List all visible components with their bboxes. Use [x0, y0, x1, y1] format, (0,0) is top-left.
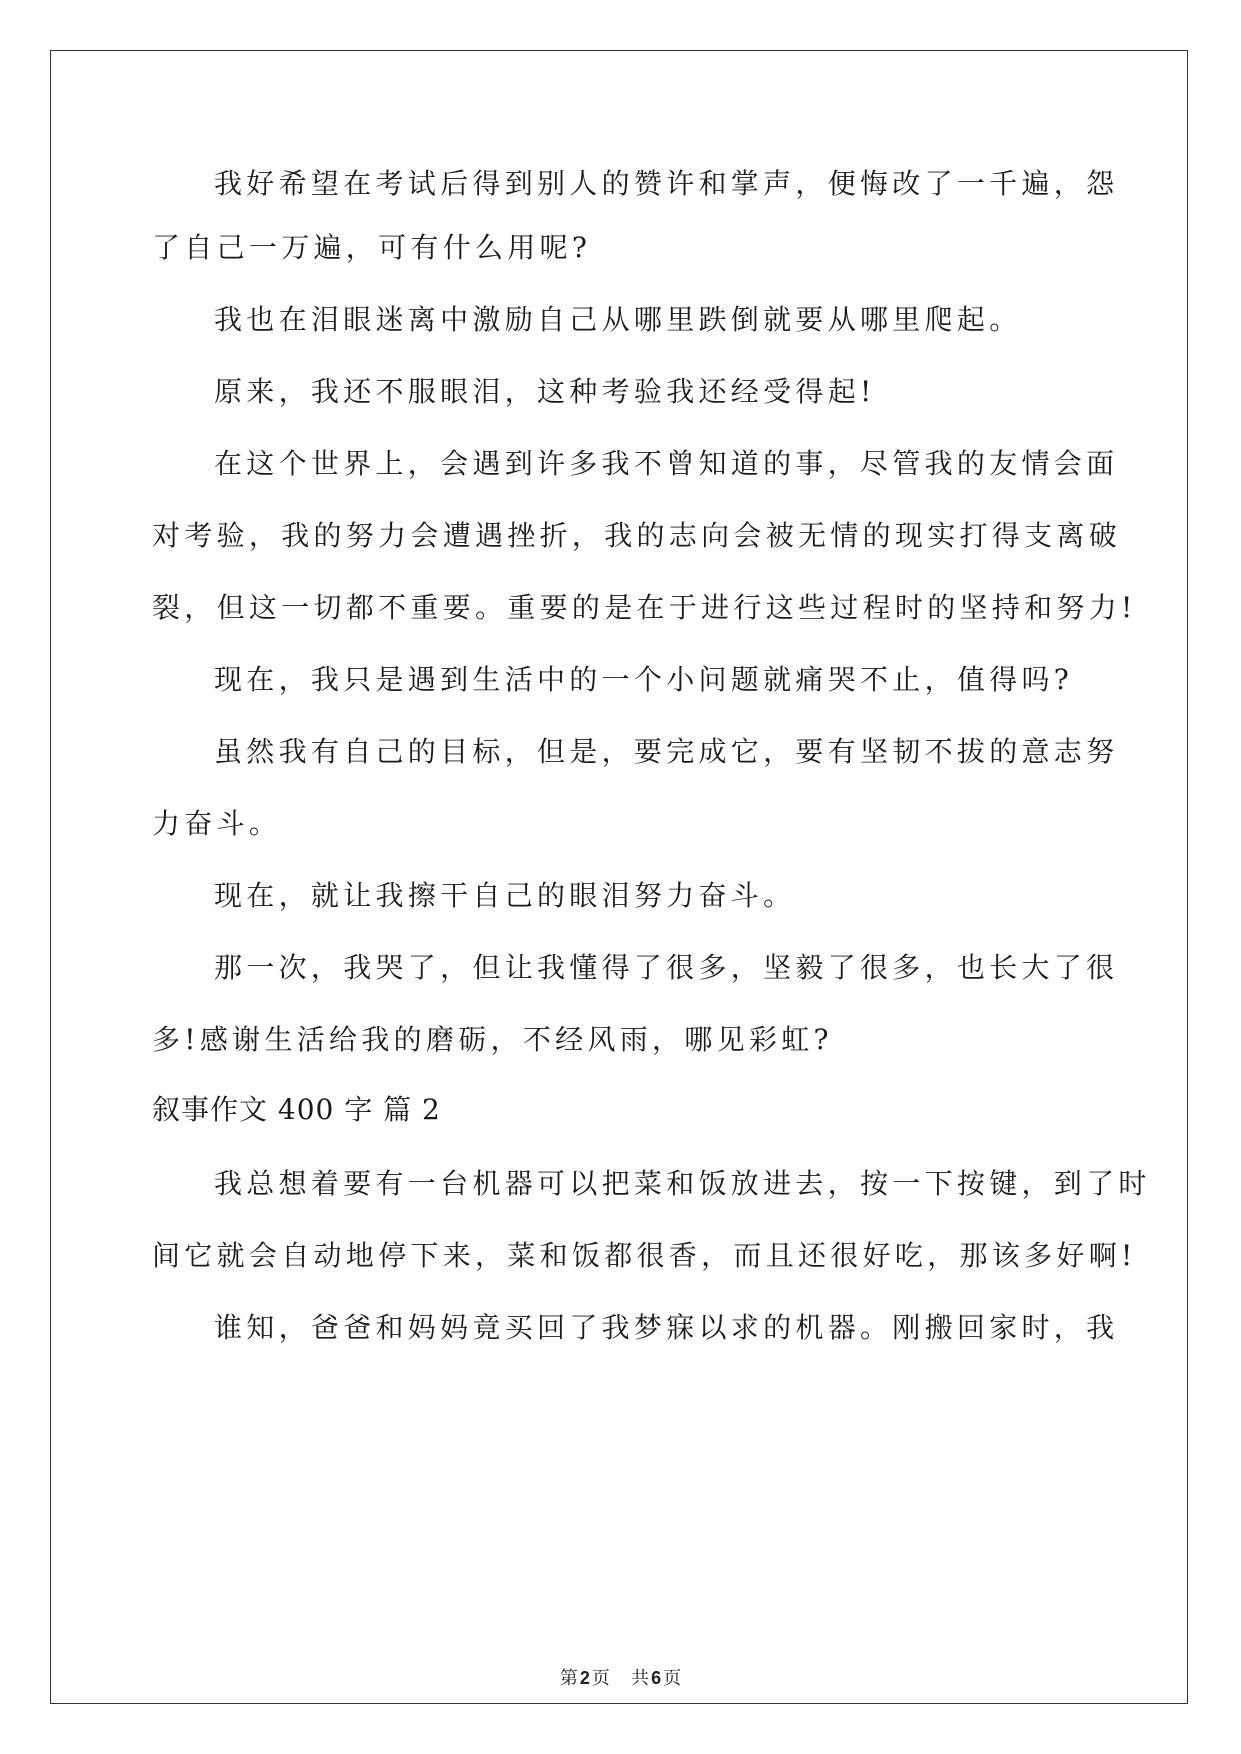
footer-total-suffix: 页: [663, 1668, 682, 1689]
body-line: 现在，就让我擦干自己的眼泪努力奋斗。: [214, 879, 796, 912]
body-line: 多!感谢生活给我的磨砺，不经风雨，哪见彩虹?: [152, 1023, 833, 1056]
body-line: 原来，我还不服眼泪，这种考验我还经受得起!: [214, 375, 876, 408]
page-footer: [0, 1666, 1241, 1691]
body-line: 裂，但这一切都不重要。重要的是在于进行这些过程时的坚持和努力!: [152, 591, 1137, 624]
section-heading: 叙事作文 400 字 篇 2: [152, 1093, 441, 1126]
body-line: 在这个世界上，会遇到许多我不曾知道的事，尽管我的友情会面: [214, 447, 1119, 480]
body-line: 现在，我只是遇到生活中的一个小问题就痛哭不止，值得吗?: [214, 663, 1074, 696]
total-page-number: 6: [651, 1668, 662, 1688]
footer-page-word: 页: [591, 1668, 610, 1689]
body-line: 我总想着要有一台机器可以把菜和饭放进去，按一下按键，到了时: [214, 1167, 1151, 1200]
body-line: 虽然我有自己的目标，但是，要完成它，要有坚韧不拔的意志努: [214, 735, 1119, 768]
body-line: 了自己一万遍，可有什么用呢?: [152, 231, 592, 264]
footer-total-prefix: 共: [631, 1668, 650, 1689]
current-page-number: 2: [579, 1668, 590, 1688]
body-line: 我也在泪眼迷离中激励自己从哪里跌倒就要从哪里爬起。: [214, 303, 1022, 336]
body-line: 谁知，爸爸和妈妈竟买回了我梦寐以求的机器。刚搬回家时，我: [214, 1311, 1119, 1344]
body-line: 那一次，我哭了，但让我懂得了很多，坚毅了很多，也长大了很: [214, 951, 1119, 984]
body-line: 我好希望在考试后得到别人的赞许和掌声，便悔改了一千遍，怨: [214, 167, 1119, 200]
footer-prefix: 第: [559, 1668, 578, 1689]
body-line: 间它就会自动地停下来，菜和饭都很香，而且还很好吃，那该多好啊!: [152, 1239, 1137, 1272]
body-line: 力奋斗。: [152, 807, 282, 840]
body-line: 对考验，我的努力会遭遇挫折，我的志向会被无情的现实打得支离破: [152, 519, 1122, 552]
